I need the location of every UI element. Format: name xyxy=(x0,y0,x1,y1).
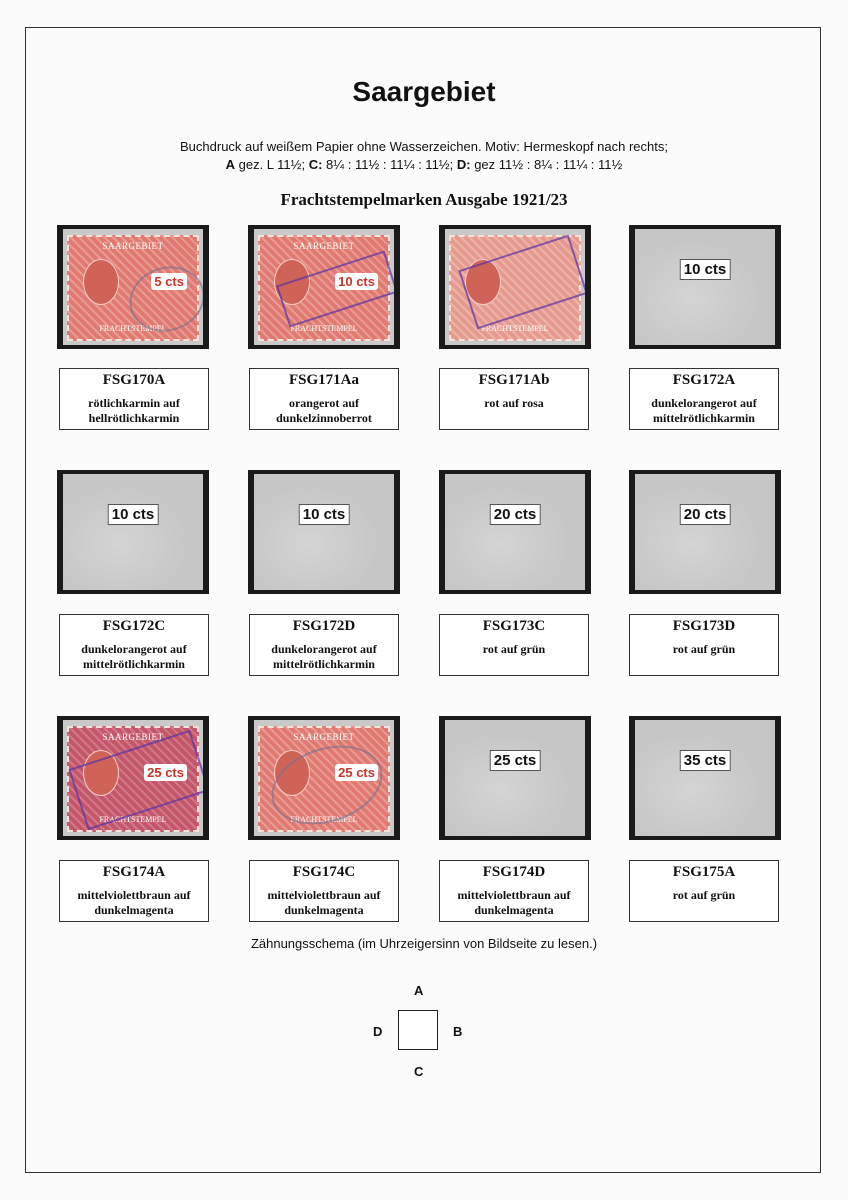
stamp-value: 25 cts xyxy=(335,764,378,781)
hermes-head-icon xyxy=(83,259,119,305)
catalog-code: FSG174C xyxy=(292,864,356,880)
catalog-code: FSG172D xyxy=(292,618,356,634)
catalog-code: FSG173D xyxy=(672,618,736,634)
stamp-top-text: SAARGEBIET xyxy=(293,732,355,742)
catalog-code: FSG174D xyxy=(482,864,546,880)
color-description: rot auf rosa xyxy=(484,396,544,410)
stamp-fsg171aa xyxy=(258,235,390,341)
stamp-value: 5 cts xyxy=(151,273,187,290)
empty-stamp-space xyxy=(635,720,775,836)
stamp-image xyxy=(63,720,203,836)
face-value-label: 10 cts xyxy=(680,259,731,280)
stamp-bottom-text: FRACHTSTEMPEL xyxy=(99,815,167,824)
face-value-label: 25 cts xyxy=(490,750,541,771)
empty-stamp-space xyxy=(254,474,394,590)
stamp-slot xyxy=(439,470,591,594)
catalog-label xyxy=(249,614,399,676)
stamp-bottom-text: FRACHTSTEMPEL xyxy=(290,815,358,824)
page-title: Saargebiet xyxy=(352,76,496,107)
empty-stamp-space xyxy=(445,474,585,590)
face-value-label: 10 cts xyxy=(108,504,159,525)
perf-c-text: 8¼ : 11½ : 11¼ : 11½; xyxy=(322,157,457,172)
stamp-value: 10 cts xyxy=(335,273,378,290)
face-value-label: 20 cts xyxy=(490,504,541,525)
scheme-label-bottom: C xyxy=(414,1064,424,1079)
stamp-slot xyxy=(629,225,781,349)
stamp-bottom-text: FRACHTSTEMPEL xyxy=(99,324,167,333)
empty-stamp-space xyxy=(63,474,203,590)
catalog-code: FSG172A xyxy=(672,372,736,388)
stamp-bottom-text: FRACHTSTEMPEL xyxy=(290,324,358,333)
catalog-code: FSG170A xyxy=(102,372,166,388)
scheme-label-top: A xyxy=(414,983,424,998)
stamp-fsg170a xyxy=(67,235,199,341)
color-description: orangerot auf dunkelzinnoberrot xyxy=(276,396,372,425)
stamp-image xyxy=(63,229,203,345)
face-value-label: 35 cts xyxy=(680,750,731,771)
color-description: mittelviolettbraun auf dunkelmagenta xyxy=(77,888,191,917)
color-description: mittelviolettbraun auf dunkelmagenta xyxy=(267,888,381,917)
catalog-code: FSG171Ab xyxy=(478,372,550,388)
page-subtitle: Frachtstempelmarken Ausgabe 1921/23 xyxy=(280,190,568,209)
color-description: dunkelorangerot auf mittelrötlichkarmin xyxy=(271,642,377,671)
color-description: mittelviolettbraun auf dunkelmagenta xyxy=(457,888,571,917)
stamp-slot xyxy=(248,470,400,594)
stamp-bottom-text: FRACHTSTEMPEL xyxy=(481,324,549,333)
stamp-slot xyxy=(248,225,400,349)
stamp-slot xyxy=(629,716,781,840)
catalog-label xyxy=(439,860,589,922)
stamp-slot xyxy=(57,225,209,349)
perf-a-text: gez. L 11½; xyxy=(235,157,309,172)
scheme-label-right: B xyxy=(453,1024,463,1039)
empty-stamp-space xyxy=(635,474,775,590)
stamp-image xyxy=(254,229,394,345)
stamp-slot xyxy=(248,716,400,840)
color-description: dunkelorangerot auf mittelrötlichkarmin xyxy=(651,396,757,425)
catalog-label xyxy=(439,614,589,676)
stamp-top-text: SAARGEBIET xyxy=(293,241,355,251)
stamp-fsg174a xyxy=(67,726,199,832)
catalog-label xyxy=(59,368,209,430)
stamp-image xyxy=(254,720,394,836)
description-line-2 xyxy=(0,157,848,172)
catalog-label xyxy=(59,860,209,922)
empty-stamp-space xyxy=(445,720,585,836)
catalog-label xyxy=(439,368,589,430)
stamp-slot xyxy=(629,470,781,594)
color-description: rötlichkarmin auf hellrötlichkarmin xyxy=(88,396,180,425)
perf-d-text: gez 11½ : 8¼ : 11¼ : 11½ xyxy=(470,157,623,172)
catalog-code: FSG171Aa xyxy=(288,372,359,388)
box-cancellation-icon xyxy=(458,235,585,330)
stamp-slot xyxy=(57,716,209,840)
stamp-fsg171ab xyxy=(449,235,581,341)
empty-stamp-space xyxy=(635,229,775,345)
catalog-label xyxy=(59,614,209,676)
stamp-top-text: SAARGEBIET xyxy=(102,732,164,742)
stamp-image xyxy=(445,229,585,345)
catalog-label xyxy=(629,368,779,430)
perf-d-label: D: xyxy=(456,157,471,172)
description-line-1: Buchdruck auf weißem Papier ohne Wasserzeichen. Motiv: Hermeskopf nach rechts; xyxy=(180,139,668,154)
color-description: rot auf grün xyxy=(672,642,736,656)
scheme-label-left: D xyxy=(373,1024,383,1039)
perf-a-label: A xyxy=(225,157,235,172)
face-value-label: 20 cts xyxy=(680,504,731,525)
perf-c-label: C: xyxy=(308,157,323,172)
stamp-slot xyxy=(439,225,591,349)
stamp-slot xyxy=(57,470,209,594)
perforation-scheme-caption: Zähnungsschema (im Uhrzeigersinn von Bildseite zu lesen.) xyxy=(250,936,598,951)
perforation-scheme-square xyxy=(398,1010,438,1050)
catalog-code: FSG173C xyxy=(482,618,546,634)
color-description: rot auf grün xyxy=(672,888,736,902)
stamp-top-text: SAARGEBIET xyxy=(102,241,164,251)
color-description: rot auf grün xyxy=(482,642,546,656)
face-value-label: 10 cts xyxy=(299,504,350,525)
catalog-code: FSG175A xyxy=(672,864,736,880)
catalog-code: FSG174A xyxy=(102,864,166,880)
catalog-label xyxy=(249,860,399,922)
stamp-fsg174c xyxy=(258,726,390,832)
catalog-label xyxy=(629,860,779,922)
catalog-code: FSG172C xyxy=(102,618,166,634)
stamp-slot xyxy=(439,716,591,840)
color-description: dunkelorangerot auf mittelrötlichkarmin xyxy=(81,642,187,671)
stamp-value: 25 cts xyxy=(144,764,187,781)
catalog-label xyxy=(629,614,779,676)
catalog-label xyxy=(249,368,399,430)
